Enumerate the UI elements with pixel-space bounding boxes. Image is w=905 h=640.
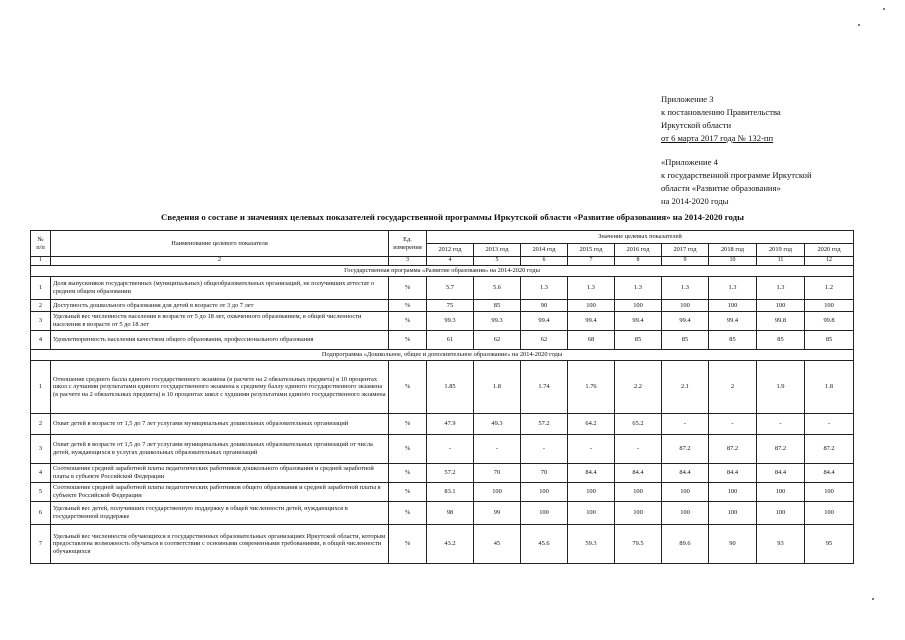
value-cell: -: [474, 435, 521, 464]
header-year: 2015 год: [568, 244, 615, 257]
unit-cell: %: [389, 361, 427, 414]
value-cell: 85: [805, 331, 854, 350]
value-cell: 62: [474, 331, 521, 350]
value-cell: 84.4: [709, 464, 757, 483]
value-cell: 100: [805, 300, 854, 312]
value-cell: 1.76: [568, 361, 615, 414]
value-cell: 1.3: [615, 277, 662, 300]
table-row: [31, 277, 854, 300]
value-cell: 84.4: [615, 464, 662, 483]
value-cell: 99.4: [662, 312, 709, 331]
value-cell: 1.74: [521, 361, 568, 414]
value-cell: 100: [709, 502, 757, 525]
column-number: 7: [568, 257, 615, 266]
value-cell: 2.1: [662, 361, 709, 414]
value-cell: 90: [709, 525, 757, 564]
value-cell: 99.4: [521, 312, 568, 331]
value-cell: 100: [474, 483, 521, 502]
column-number: 6: [521, 257, 568, 266]
header-values-group: Значение целевых показателей: [427, 231, 854, 244]
document-title: Сведения о составе и значениях целевых показателей государственной программы Иркутской области «Развитие образования» на 2014-2020 годы: [161, 212, 744, 222]
value-cell: 90: [521, 300, 568, 312]
section-title: Государственная программа «Развитие образования» на 2014-2020 годы: [31, 266, 854, 277]
table-row: [31, 312, 854, 331]
table-row: [31, 464, 854, 483]
row-number: 3: [31, 312, 51, 331]
value-cell: 100: [805, 483, 854, 502]
value-cell: 45: [474, 525, 521, 564]
value-cell: 89.6: [662, 525, 709, 564]
table-row: [31, 502, 854, 525]
row-number: 2: [31, 414, 51, 435]
column-number: 11: [757, 257, 805, 266]
value-cell: 87.2: [805, 435, 854, 464]
value-cell: 85: [662, 331, 709, 350]
value-cell: -: [521, 435, 568, 464]
value-cell: 64.2: [568, 414, 615, 435]
value-cell: 87.2: [709, 435, 757, 464]
value-cell: 43.2: [427, 525, 474, 564]
indicator-name: Соотношение средней заработной платы педагогических работников дошкольного образования и средней заработной платы в субъекте Российской Федерации: [51, 464, 389, 483]
value-cell: 68: [568, 331, 615, 350]
indicator-name: Отношение среднего балла единого государственного экзамена (в расчете на 2 обязательных предмета) в 10 процентах школ с лучшими результатами единого государственного экзамена к среднему баллу единого государственного экзамена (в расчете на 2 обязательных предмета) в 10 процентах школ с худшими результатами единого государственного экзамена: [51, 361, 389, 414]
value-cell: 87.2: [662, 435, 709, 464]
appendix-line: Иркутской области: [661, 120, 732, 130]
value-cell: 99: [474, 502, 521, 525]
header-year: 2020 год: [805, 244, 854, 257]
column-number: 10: [709, 257, 757, 266]
row-number: 1: [31, 277, 51, 300]
value-cell: 100: [662, 300, 709, 312]
value-cell: 100: [662, 502, 709, 525]
table-row: [31, 435, 854, 464]
value-cell: 99.4: [709, 312, 757, 331]
value-cell: 59.3: [568, 525, 615, 564]
value-cell: 65.2: [615, 414, 662, 435]
value-cell: 1.9: [757, 361, 805, 414]
row-number: 1: [31, 361, 51, 414]
value-cell: 95: [805, 525, 854, 564]
value-cell: -: [709, 414, 757, 435]
value-cell: 45.6: [521, 525, 568, 564]
value-cell: -: [568, 435, 615, 464]
value-cell: 99.3: [427, 312, 474, 331]
row-number: 4: [31, 464, 51, 483]
value-cell: 5.7: [427, 277, 474, 300]
scan-speck: [858, 24, 860, 26]
value-cell: 100: [615, 502, 662, 525]
value-cell: -: [615, 435, 662, 464]
unit-cell: %: [389, 312, 427, 331]
value-cell: 75: [427, 300, 474, 312]
value-cell: 99.3: [474, 312, 521, 331]
value-cell: 85: [757, 331, 805, 350]
value-cell: 70: [474, 464, 521, 483]
table-row: [31, 331, 854, 350]
indicator-name: Удельный вес численности населения в возрасте от 5 до 18 лет, охваченного образованием, в общей численности населения в возрасте от 5 до 18 лет: [51, 312, 389, 331]
value-cell: 99.8: [805, 312, 854, 331]
value-cell: 57.2: [521, 414, 568, 435]
value-cell: 100: [615, 300, 662, 312]
appendix-line: к государственной программе Иркутской: [661, 170, 812, 180]
unit-cell: %: [389, 464, 427, 483]
indicator-name: Удельный вес численности обучающихся в государственных образовательных организациях Иркутской области, которым предоставлена возможность обучаться в соответствии с основными современными требованиями, в общей численности обучающихся: [51, 525, 389, 564]
value-cell: 93: [757, 525, 805, 564]
value-cell: 1.85: [427, 361, 474, 414]
header-year: 2017 год: [662, 244, 709, 257]
value-cell: 100: [568, 300, 615, 312]
value-cell: 100: [521, 502, 568, 525]
value-cell: 99.8: [757, 312, 805, 331]
value-cell: 85: [474, 300, 521, 312]
indicators-table: [30, 230, 854, 564]
value-cell: 83.1: [427, 483, 474, 502]
value-cell: -: [805, 414, 854, 435]
value-cell: 99.4: [615, 312, 662, 331]
value-cell: 49.3: [474, 414, 521, 435]
value-cell: 100: [568, 502, 615, 525]
table-row: [31, 414, 854, 435]
header-year: 2018 год: [709, 244, 757, 257]
indicator-name: Соотношение средней заработной платы педагогических работников общего образования и средней заработной платы в субъекте Российской Федерации: [51, 483, 389, 502]
column-number: 2: [51, 257, 389, 266]
value-cell: 87.2: [757, 435, 805, 464]
value-cell: 2: [709, 361, 757, 414]
value-cell: 1.3: [757, 277, 805, 300]
header-year: 2014 год: [521, 244, 568, 257]
value-cell: 1.3: [568, 277, 615, 300]
value-cell: 70: [521, 464, 568, 483]
header-year: 2019 год: [757, 244, 805, 257]
value-cell: 84.4: [568, 464, 615, 483]
scan-speck: [883, 8, 885, 10]
appendix-line: области «Развитие образования»: [661, 183, 781, 193]
header-name: Наименование целевого показателя: [51, 231, 389, 257]
appendix-line: Приложение 3: [661, 94, 714, 104]
unit-cell: %: [389, 502, 427, 525]
value-cell: 100: [615, 483, 662, 502]
value-cell: 100: [757, 502, 805, 525]
row-number: 3: [31, 435, 51, 464]
indicator-name: Удельный вес детей, получивших государственную поддержку в общей численности детей, нуждающихся в государственной поддержке: [51, 502, 389, 525]
row-number: 5: [31, 483, 51, 502]
row-number: 2: [31, 300, 51, 312]
value-cell: 1.8: [474, 361, 521, 414]
appendix-date-line: от 6 марта 2017 года № 132-пп: [661, 133, 774, 143]
value-cell: 84.4: [805, 464, 854, 483]
column-number: 1: [31, 257, 51, 266]
indicator-name: Доля выпускников государственных (муниципальных) общеобразовательных организаций, не получивших аттестат о среднем общем образовании: [51, 277, 389, 300]
row-number: 6: [31, 502, 51, 525]
header-num: № п/п: [31, 231, 51, 257]
row-number: 7: [31, 525, 51, 564]
value-cell: -: [662, 414, 709, 435]
column-number: 9: [662, 257, 709, 266]
table-row: [31, 525, 854, 564]
unit-cell: %: [389, 414, 427, 435]
value-cell: 100: [757, 483, 805, 502]
scan-speck: [872, 598, 874, 600]
header-year: 2012 год: [427, 244, 474, 257]
unit-cell: %: [389, 525, 427, 564]
value-cell: 1.3: [662, 277, 709, 300]
value-cell: 84.4: [662, 464, 709, 483]
header-year: 2016 год: [615, 244, 662, 257]
indicator-name: Охват детей в возрасте от 1,5 до 7 лет услугами муниципальных дошкольных образовательных организаций от числа детей, нуждающихся в услугах дошкольных образовательных организаций: [51, 435, 389, 464]
value-cell: 100: [709, 300, 757, 312]
value-cell: 57.2: [427, 464, 474, 483]
value-cell: 2.2: [615, 361, 662, 414]
unit-cell: %: [389, 483, 427, 502]
value-cell: 100: [757, 300, 805, 312]
value-cell: 62: [521, 331, 568, 350]
table-row: [31, 361, 854, 414]
section-title: Подпрограмма «Дошкольное, общее и дополнительное образование» на 2014-2020 годы: [31, 350, 854, 361]
value-cell: 5.6: [474, 277, 521, 300]
value-cell: 1.3: [521, 277, 568, 300]
unit-cell: %: [389, 300, 427, 312]
column-number: 3: [389, 257, 427, 266]
unit-cell: %: [389, 277, 427, 300]
unit-cell: %: [389, 435, 427, 464]
value-cell: 100: [521, 483, 568, 502]
value-cell: 100: [805, 502, 854, 525]
indicator-name: Доступность дошкольного образования для детей в возрасте от 3 до 7 лет: [51, 300, 389, 312]
header-unit: Ед. измерения: [389, 231, 427, 257]
indicator-name: Удовлетворенность населения качеством общего образования, профессионального образования: [51, 331, 389, 350]
value-cell: 98: [427, 502, 474, 525]
value-cell: 79.5: [615, 525, 662, 564]
indicator-name: Охват детей в возрасте от 1,5 до 7 лет услугами муниципальных дошкольных образовательных организаций: [51, 414, 389, 435]
table-row: [31, 300, 854, 312]
appendix-line: к постановлению Правительства: [661, 107, 781, 117]
column-number: 8: [615, 257, 662, 266]
value-cell: -: [427, 435, 474, 464]
value-cell: 1.3: [709, 277, 757, 300]
appendix-line: на 2014-2020 годы: [661, 196, 729, 206]
value-cell: 100: [568, 483, 615, 502]
appendix-block: [661, 93, 812, 208]
value-cell: 100: [709, 483, 757, 502]
value-cell: 100: [662, 483, 709, 502]
value-cell: 85: [709, 331, 757, 350]
table-row: [31, 483, 854, 502]
value-cell: 1.2: [805, 277, 854, 300]
value-cell: 85: [615, 331, 662, 350]
column-number: 12: [805, 257, 854, 266]
value-cell: 47.9: [427, 414, 474, 435]
unit-cell: %: [389, 331, 427, 350]
value-cell: 84.4: [757, 464, 805, 483]
appendix-line: «Приложение 4: [661, 157, 718, 167]
header-year: 2013 год: [474, 244, 521, 257]
value-cell: 1.8: [805, 361, 854, 414]
value-cell: 99.4: [568, 312, 615, 331]
column-number: 5: [474, 257, 521, 266]
column-number: 4: [427, 257, 474, 266]
value-cell: 61: [427, 331, 474, 350]
row-number: 4: [31, 331, 51, 350]
value-cell: -: [757, 414, 805, 435]
